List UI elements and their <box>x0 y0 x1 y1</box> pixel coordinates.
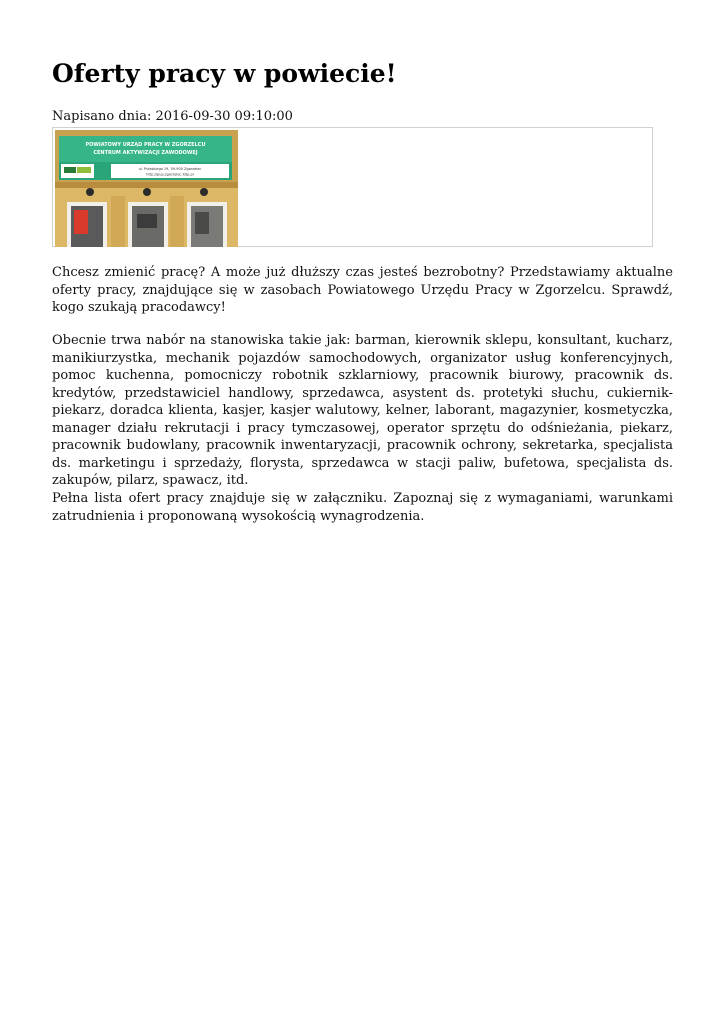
wall-lamp <box>86 188 94 196</box>
publish-date: Napisano dnia: 2016-09-30 09:10:00 <box>52 109 293 124</box>
intro-paragraph: Chcesz zmienić pracę? A może już dłuższy czas jesteś bezrobotny? Przedstawiamy aktualne oferty pracy, znajdujące się w zasobach Powiatowego Urzędu Pracy w Zgorzelcu. Sprawdź, kogo szukają pracodawcy! <box>52 265 673 315</box>
article-image-frame <box>52 127 653 247</box>
sign-address: ul. Pułaskiego 19, 59-900 Zgorzelec <box>138 167 202 171</box>
article-photo <box>55 130 238 247</box>
attachment-paragraph: Pełna lista ofert pracy znajduje się w załączniku. Zapoznaj się z wymaganiami, warunkami zatrudnienia i proponowaną wysokością wynagrodzenia. <box>52 491 673 524</box>
article-title: Oferty pracy w powiecie! <box>52 59 397 88</box>
sign-url: http://pup.zgorzelec.itdp.pl <box>146 172 194 177</box>
wall-lamp <box>143 188 151 196</box>
photo-illustration <box>55 130 238 247</box>
wall-lamp <box>200 188 208 196</box>
sign-line-1: POWIATOWY URZĄD PRACY W ZGORZELCU <box>85 142 206 148</box>
positions-paragraph: Obecnie trwa nabór na stanowiska takie jak: barman, kierownik sklepu, konsultant, kucharz, manikiurzystka, mechanik pojazdów samochodowych, organizator usług konferencyjnych, pomoc kuchenna, pomocniczy robotnik szklarniowy, pracownik biurowy, pracownik ds. kredytów, przedstawiciel handlowy, sprzedawca, asystent ds. protetyki słuchu, cukiernik-piekarz, doradca klienta, kasjer, kasjer walutowy, kelner, laborant, magazynier, kosmetyczka, manager działu rekrutacji i pracy tymczasowej, operator sprzętu do odśnieżania, piekarz, pracownik budowlany, pracownik inwentaryzacji, pracownik ochrony, sekretarka, specjalista ds. marketingu i sprzedaży, florysta, sprzedawca w stacji paliw, bufetowa, specjalista ds. zakupów, pilarz, spawacz, itd. <box>52 333 673 488</box>
sign-line-2: CENTRUM AKTYWIZACJI ZAWODOWEJ <box>93 150 198 156</box>
